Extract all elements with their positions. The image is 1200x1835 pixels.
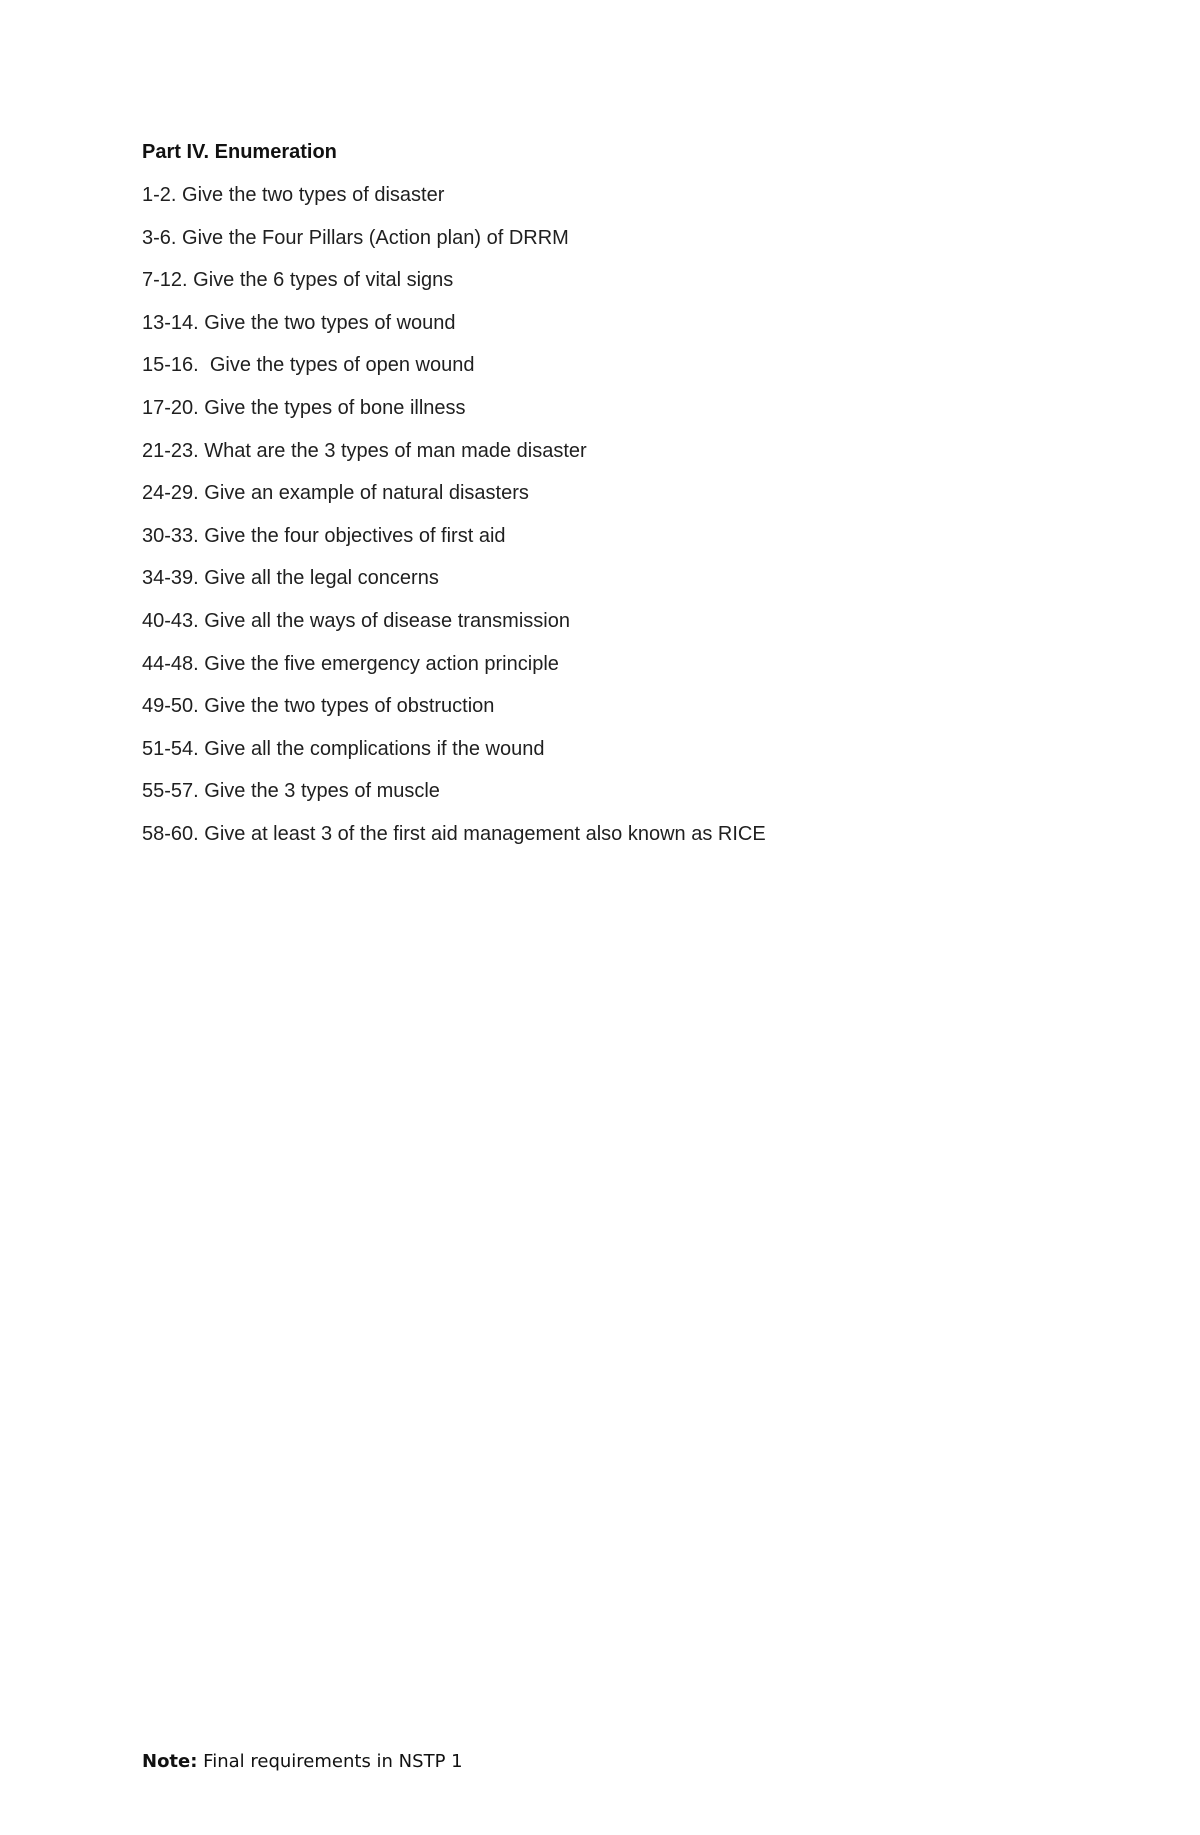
list-item: 55-57. Give the 3 types of muscle [142, 780, 440, 803]
list-item: 44-48. Give the five emergency action principle [142, 652, 559, 675]
footer-note-text: Final requirements in NSTP 1 [197, 1751, 463, 1772]
footer-note [142, 1751, 463, 1773]
list-item: 7-12. Give the 6 types of vital signs [142, 269, 454, 292]
list-item: 1-2. Give the two types of disaster [142, 184, 445, 206]
list-item: 49-50. Give the two types of obstruction [142, 695, 495, 718]
section-heading: Part IV. Enumeration [142, 141, 337, 163]
list-item: 40-43. Give all the ways of disease transmission [142, 609, 570, 632]
list-item: 15-16. Give the types of open wound [142, 354, 475, 377]
list-item: 34-39. Give all the legal concerns [142, 567, 439, 590]
list-item: 3-6. Give the Four Pillars (Action plan) of DRRM [142, 226, 569, 249]
list-item: 13-14. Give the two types of wound [142, 311, 456, 334]
list-item: 21-23. What are the 3 types of man made disaster [142, 439, 587, 462]
document-content [142, 140, 1142, 865]
list-item: 51-54. Give all the complications if the wound [142, 737, 545, 760]
list-item: 24-29. Give an example of natural disasters [142, 482, 529, 505]
list-item: 17-20. Give the types of bone illness [142, 396, 466, 419]
footer-note-label: Note: [142, 1751, 198, 1772]
list-item: 30-33. Give the four objectives of first aid [142, 524, 506, 547]
list-item: 58-60. Give at least 3 of the first aid management also known as RICE [142, 822, 766, 845]
enumeration-list [142, 183, 1142, 846]
